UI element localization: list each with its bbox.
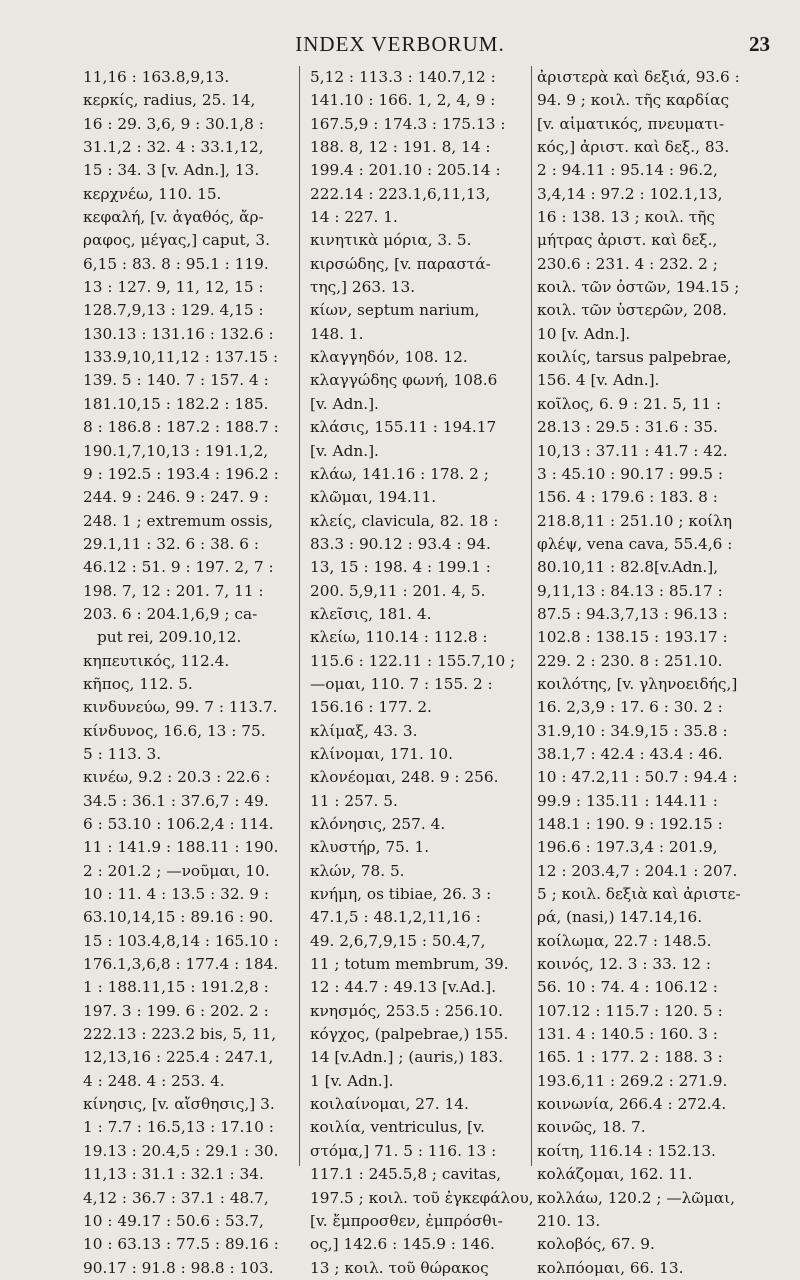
- index-line: 6,15 : 83. 8 : 95.1 : 119.: [83, 254, 269, 273]
- index-line: 156. 4 : 179.6 : 183. 8 :: [537, 488, 718, 507]
- index-line: 11 : 141.9 : 188.11 : 190.: [83, 838, 279, 857]
- index-line: κλίνομαι, 171. 10.: [310, 744, 454, 763]
- index-line: 2 : 201.2 ; —νοῦμαι, 10.: [83, 861, 270, 880]
- index-line: 156. 4 [v. Adn.].: [537, 371, 660, 390]
- index-line: κλείω, 110.14 : 112.8 :: [310, 628, 488, 647]
- index-line: κλείς, clavicula, 82. 18 :: [310, 511, 499, 530]
- index-line: 11,13 : 31.1 : 32.1 : 34.: [83, 1165, 264, 1184]
- index-line: κλίμαξ, 43. 3.: [310, 721, 418, 740]
- index-line: κός,] ἀριστ. καὶ δεξ., 83.: [537, 138, 730, 157]
- index-line: 12,13,16 : 225.4 : 247.1,: [83, 1048, 274, 1067]
- index-line: 47.1,5 : 48.1,2,11,16 :: [310, 908, 481, 927]
- index-line: κῆπος, 112. 5.: [83, 674, 193, 693]
- index-line: κλών, 78. 5.: [310, 861, 405, 880]
- index-line: 156.16 : 177. 2.: [310, 698, 432, 717]
- index-line: 28.13 : 29.5 : 31.6 : 35.: [537, 418, 718, 437]
- index-line: κιρσώδης, [v. παραστά-: [310, 254, 491, 273]
- index-line: 102.8 : 138.15 : 193.17 :: [537, 628, 728, 647]
- index-line: 15 : 34. 3 [v. Adn.], 13.: [83, 161, 260, 180]
- index-column-2: [310, 66, 534, 1277]
- index-line: 131. 4 : 140.5 : 160. 3 :: [537, 1025, 718, 1044]
- index-line: κλάω, 141.16 : 178. 2 ;: [310, 464, 489, 483]
- index-line: [v. αἱματικός, πνευματι-: [537, 114, 725, 133]
- index-line: 165. 1 : 177. 2 : 188. 3 :: [537, 1048, 723, 1067]
- index-line: 31.1,2 : 32. 4 : 33.1,12,: [83, 138, 264, 157]
- index-line: 181.10,15 : 182.2 : 185.: [83, 394, 269, 413]
- index-line: κίνησις, [v. αἴσθησις,] 3.: [83, 1095, 275, 1114]
- index-line: 63.10,14,15 : 89.16 : 90.: [83, 908, 274, 927]
- index-line: 218.8,11 : 251.10 ; κοίλη: [537, 511, 733, 530]
- index-line: 6 : 53.10 : 106.2,4 : 114.: [83, 815, 274, 833]
- index-line: 10 : 11. 4 : 13.5 : 32. 9 :: [83, 885, 270, 904]
- index-line: 115.6 : 122.11 : 155.7,10 ;: [310, 651, 516, 670]
- index-line: κοίλωμα, 22.7 : 148.5.: [537, 931, 712, 950]
- index-line: 10 [v. Adn.].: [537, 324, 631, 343]
- index-line: 13 ; κοιλ. τοῦ θώρακος: [310, 1258, 489, 1277]
- index-line: 222.13 : 223.2 bis, 5, 11,: [83, 1025, 277, 1044]
- index-line: κινδυνεύω, 99. 7 : 113.7.: [83, 698, 278, 717]
- index-line: 12 : 203.4,7 : 204.1 : 207.: [537, 861, 738, 880]
- index-line: 197.5 ; κοιλ. τοῦ ἐγκεφάλου,: [310, 1188, 534, 1207]
- index-line: κλυστήρ, 75. 1.: [310, 838, 430, 857]
- index-line: κοινωνία, 266.4 : 272.4.: [537, 1095, 727, 1114]
- index-line: 107.12 : 115.7 : 120. 5 :: [537, 1001, 723, 1020]
- index-line: κοιλ. τῶν ὑστερῶν, 208.: [537, 301, 727, 320]
- index-line: 3 : 45.10 : 90.17 : 99.5 :: [537, 464, 724, 483]
- index-line: κόγχος, (palpebrae,) 155.: [310, 1025, 509, 1044]
- index-line: μήτρας ἀριστ. καὶ δεξ.,: [537, 231, 718, 250]
- index-line: κλεῖσις, 181. 4.: [310, 604, 432, 623]
- index-line: κλάσις, 155.11 : 194.17: [310, 418, 497, 437]
- index-line: 139. 5 : 140. 7 : 157. 4 :: [83, 371, 269, 390]
- index-column-1: [83, 66, 295, 1277]
- index-line: 10 : 49.17 : 50.6 : 53.7,: [83, 1211, 264, 1230]
- index-line: 19.13 : 20.4,5 : 29.1 : 30.: [83, 1141, 279, 1160]
- index-line: 1 [v. Adn.].: [310, 1071, 394, 1090]
- index-line: 148.1 : 190. 9 : 192.15 :: [537, 815, 723, 833]
- index-line: 29.1,11 : 32. 6 : 38. 6 :: [83, 534, 260, 553]
- index-line: 229. 2 : 230. 8 : 251.10.: [537, 651, 723, 670]
- index-line: κηπευτικός, 112.4.: [83, 651, 230, 670]
- index-line: 5 ; κοιλ. δεξιὰ καὶ ἀριστε-: [537, 885, 741, 904]
- index-line: 248. 1 ; extremum ossis,: [83, 511, 273, 530]
- index-line: 10 : 63.13 : 77.5 : 89.16 :: [83, 1235, 279, 1254]
- index-line: 203. 6 : 204.1,6,9 ; ca-: [83, 604, 258, 623]
- index-line: κλῶμαι, 194.11.: [310, 488, 437, 507]
- index-line: 83.3 : 90.12 : 93.4 : 94.: [310, 534, 491, 553]
- index-line: 46.12 : 51. 9 : 197. 2, 7 :: [83, 558, 274, 577]
- index-line: 130.13 : 131.16 : 132.6 :: [83, 324, 274, 343]
- index-line: 2 : 94.11 : 95.14 : 96.2,: [537, 161, 718, 180]
- index-line: κοινός, 12. 3 : 33. 12 :: [537, 955, 712, 974]
- index-line: κοιλότης, [v. γληνοειδής,]: [537, 674, 738, 693]
- index-line: 9,11,13 : 84.13 : 85.17 :: [537, 581, 723, 600]
- index-line: 230.6 : 231. 4 : 232. 2 ;: [537, 254, 718, 273]
- index-line: κίνδυνος, 16.6, 13 : 75.: [83, 721, 266, 740]
- index-line: κοιλίς, tarsus palpebrae,: [537, 348, 732, 367]
- index-line: 34.5 : 36.1 : 37.6,7 : 49.: [83, 791, 269, 810]
- index-line: 13 : 127. 9, 11, 12, 15 :: [83, 278, 264, 297]
- index-line: 133.9,10,11,12 : 137.15 :: [83, 348, 279, 367]
- index-line: κολάζομαι, 162. 11.: [537, 1165, 693, 1184]
- index-line: 4,12 : 36.7 : 37.1 : 48.7,: [83, 1188, 269, 1207]
- index-line: put rei, 209.10,12.: [97, 628, 242, 647]
- index-line: κλόνησις, 257. 4.: [310, 815, 446, 833]
- index-line: 4 : 248. 4 : 253. 4.: [83, 1071, 225, 1090]
- index-line: κλαγγηδόν, 108. 12.: [310, 348, 468, 367]
- index-line: 56. 10 : 74. 4 : 106.12 :: [537, 978, 718, 997]
- index-line: 190.1,7,10,13 : 191.1,2,: [83, 441, 269, 460]
- index-line: κινητικὰ μόρια, 3. 5.: [310, 231, 472, 250]
- index-line: κινέω, 9.2 : 20.3 : 22.6 :: [83, 768, 271, 787]
- index-line: 49. 2,6,7,9,15 : 50.4,7,: [310, 931, 486, 950]
- index-line: της,] 263. 13.: [310, 278, 416, 297]
- index-line: κεφαλή, [v. ἀγαθός, ἄρ-: [83, 208, 264, 227]
- index-line: [v. ἔμπροσθεν, ἐμπρόσθι-: [310, 1211, 503, 1230]
- index-line: ρά, (nasi,) 147.14,16.: [537, 908, 703, 927]
- index-line: κοινῶς, 18. 7.: [537, 1118, 646, 1137]
- index-line: κοιλ. τῶν ὀστῶν, 194.15 ;: [537, 278, 740, 297]
- index-line: κλονέομαι, 248. 9 : 256.: [310, 768, 499, 787]
- index-line: 12 : 44.7 : 49.13 [v.Ad.].: [310, 978, 497, 997]
- index-line: 16. 2,3,9 : 17. 6 : 30. 2 :: [537, 698, 723, 717]
- index-line: κοῖλος, 6. 9 : 21. 5, 11 :: [537, 394, 722, 413]
- index-line: κοίτη, 116.14 : 152.13.: [537, 1141, 716, 1160]
- index-line: 5 : 113. 3.: [83, 744, 162, 763]
- index-line: 11 ; totum membrum, 39.: [310, 955, 509, 974]
- index-line: κερχνέω, 110. 15.: [83, 184, 222, 203]
- index-line: 11,16 : 163.8,9,13.: [83, 68, 230, 86]
- index-line: 176.1,3,6,8 : 177.4 : 184.: [83, 955, 279, 974]
- index-line: 87.5 : 94.3,7,13 : 96.13 :: [537, 604, 728, 623]
- index-line: 10 : 47.2,11 : 50.7 : 94.4 :: [537, 768, 738, 787]
- index-line: 196.6 : 197.3,4 : 201.9,: [537, 838, 718, 857]
- index-line: κλαγγώδης φωνή, 108.6: [310, 371, 498, 390]
- index-line: 5,12 : 113.3 : 140.7,12 :: [310, 68, 496, 86]
- index-line: 13, 15 : 198. 4 : 199.1 :: [310, 558, 491, 577]
- index-line: 9 : 192.5 : 193.4 : 196.2 :: [83, 464, 279, 483]
- index-line: κίων, septum narium,: [310, 301, 480, 320]
- index-line: κοιλαίνομαι, 27. 14.: [310, 1095, 469, 1114]
- index-line: 1 : 188.11,15 : 191.2,8 :: [83, 978, 269, 997]
- index-line: 3,4,14 : 97.2 : 102.1,13,: [537, 184, 723, 203]
- index-line: 193.6,11 : 269.2 : 271.9.: [537, 1071, 728, 1090]
- index-line: 8 : 186.8 : 187.2 : 188.7 :: [83, 418, 279, 437]
- index-line: κολπόομαι, 66. 13.: [537, 1258, 684, 1277]
- index-line: κολλάω, 120.2 ; —λῶμαι,: [537, 1188, 735, 1207]
- index-line: κνήμη, os tibiae, 26. 3 :: [310, 885, 492, 904]
- index-columns: [70, 66, 795, 1277]
- index-line: —ομαι, 110. 7 : 155. 2 :: [310, 674, 493, 693]
- index-line: 99.9 : 135.11 : 144.11 :: [537, 791, 718, 810]
- index-line: [v. Adn.].: [310, 441, 379, 460]
- index-line: κοιλία, ventriculus, [v.: [310, 1118, 485, 1137]
- index-line: ραφος, μέγας,] caput, 3.: [83, 231, 270, 250]
- index-line: 222.14 : 223.1,6,11,13,: [310, 184, 491, 203]
- index-line: 148. 1.: [310, 324, 364, 343]
- index-line: κνησμός, 253.5 : 256.10.: [310, 1001, 503, 1020]
- index-line: 198. 7, 12 : 201. 7, 11 :: [83, 581, 264, 600]
- index-line: 16 : 138. 13 ; κοιλ. τῆς: [537, 208, 715, 227]
- index-line: ος,] 142.6 : 145.9 : 146.: [310, 1235, 495, 1254]
- index-line: φλέψ, vena cava, 55.4,6 :: [537, 534, 733, 553]
- index-line: 38.1,7 : 42.4 : 43.4 : 46.: [537, 744, 723, 763]
- index-line: 94. 9 ; κοιλ. τῆς καρδίας: [537, 91, 730, 110]
- index-line: κερκίς, radius, 25. 14,: [83, 91, 256, 110]
- index-line: ἀριστερὰ καὶ δεξιά, 93.6 :: [537, 68, 740, 86]
- index-line: 199.4 : 201.10 : 205.14 :: [310, 161, 501, 180]
- column-rule-1: [299, 66, 300, 1166]
- index-line: 16 : 29. 3,6, 9 : 30.1,8 :: [83, 114, 264, 133]
- index-line: 141.10 : 166. 1, 2, 4, 9 :: [310, 91, 496, 110]
- index-line: 128.7,9,13 : 129. 4,15 :: [83, 301, 264, 320]
- index-line: 11 : 257. 5.: [310, 791, 398, 810]
- index-line: 188. 8, 12 : 191. 8, 14 :: [310, 138, 491, 157]
- index-line: 14 [v.Adn.] ; (auris,) 183.: [310, 1048, 504, 1067]
- index-line: στόμα,] 71. 5 : 116. 13 :: [310, 1141, 497, 1160]
- running-title: INDEX VERBORUM.: [295, 32, 505, 56]
- index-line: 80.10,11 : 82.8[v.Adn.],: [537, 558, 719, 577]
- index-line: 14 : 227. 1.: [310, 208, 398, 227]
- index-line: 167.5,9 : 174.3 : 175.13 :: [310, 114, 506, 133]
- index-line: 244. 9 : 246. 9 : 247. 9 :: [83, 488, 269, 507]
- index-line: 200. 5,9,11 : 201. 4, 5.: [310, 581, 486, 600]
- running-head: [0, 32, 800, 56]
- index-line: 210. 13.: [537, 1211, 601, 1230]
- column-rule-2: [531, 66, 532, 1166]
- index-line: κολοβός, 67. 9.: [537, 1235, 655, 1254]
- index-line: 1 : 7.7 : 16.5,13 : 17.10 :: [83, 1118, 274, 1137]
- index-line: 197. 3 : 199. 6 : 202. 2 :: [83, 1001, 269, 1020]
- index-line: 90.17 : 91.8 : 98.8 : 103.: [83, 1258, 274, 1277]
- index-line: 31.9,10 : 34.9,15 : 35.8 :: [537, 721, 728, 740]
- index-line: 10,13 : 37.11 : 41.7 : 42.: [537, 441, 728, 460]
- index-column-3: [537, 66, 765, 1277]
- index-line: 117.1 : 245.5,8 ; cavitas,: [310, 1165, 502, 1184]
- index-line: 15 : 103.4,8,14 : 165.10 :: [83, 931, 279, 950]
- index-line: [v. Adn.].: [310, 394, 379, 413]
- page-number: 23: [749, 32, 770, 56]
